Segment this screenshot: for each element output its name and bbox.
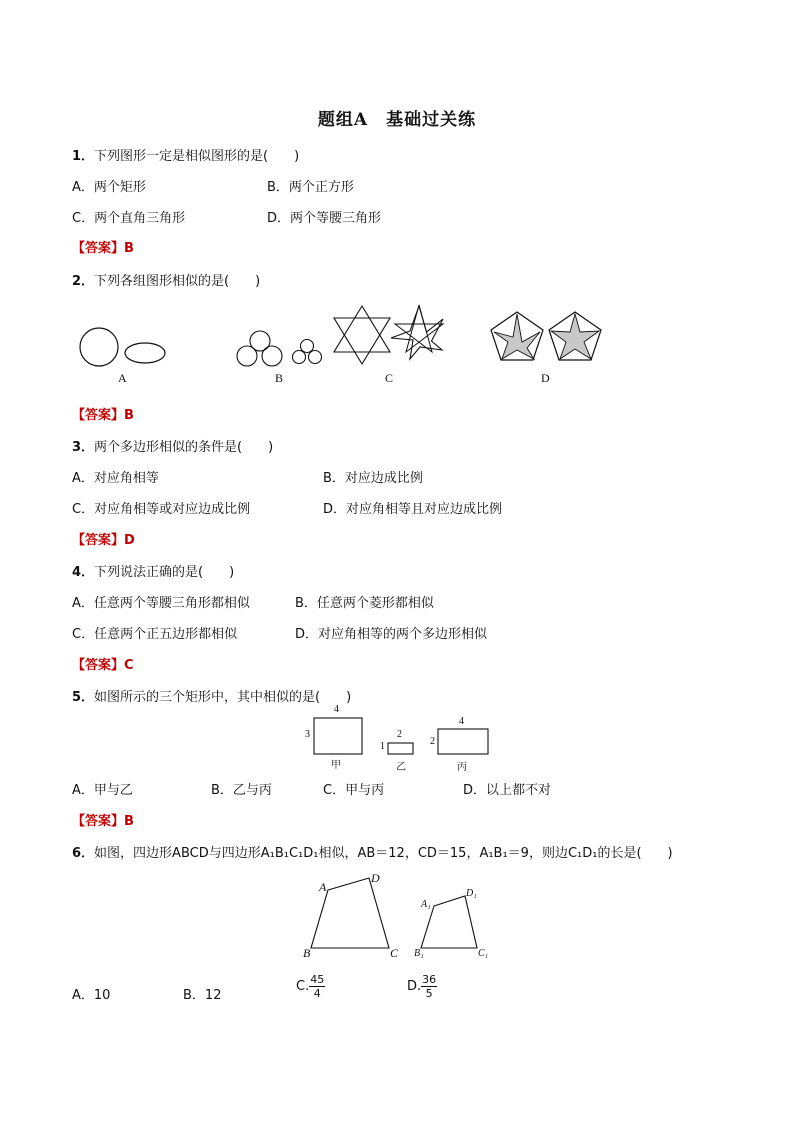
denominator: 5 <box>425 987 433 1000</box>
option-c: C．两个直角三角形 <box>72 211 186 226</box>
figure-c-hexagram <box>334 306 390 364</box>
option-d-fraction <box>421 973 437 1000</box>
option-d: D．以上都不对 <box>463 783 552 798</box>
option-a: A．两个矩形 <box>72 180 146 195</box>
option-d: D．两个等腰三角形 <box>267 211 382 226</box>
option-d-prefix: D. <box>407 979 422 994</box>
numerator: 45 <box>310 973 325 986</box>
answer-label: 【答案】 <box>72 814 125 829</box>
answer-value: C <box>124 658 134 673</box>
option-c <box>296 973 325 1000</box>
question-4 <box>72 561 234 580</box>
rect-bing <box>438 729 488 754</box>
rect-bing-name: 丙 <box>457 762 467 773</box>
figure-d-pentagon-1 <box>491 312 543 360</box>
numerator: 36 <box>422 973 437 986</box>
question-3 <box>72 436 273 455</box>
option-b: B．任意两个菱形都相似 <box>295 596 434 611</box>
answer-value: B <box>124 814 134 829</box>
question-number: 1． <box>72 149 95 164</box>
option-d <box>407 973 437 1000</box>
figure-a-ellipse <box>125 343 165 363</box>
figure-b-large-circles <box>237 331 282 366</box>
caption-a: A <box>118 371 127 385</box>
option-a: A．对应角相等 <box>72 471 159 486</box>
option-a: A．10 <box>72 988 111 1003</box>
option-c-fraction <box>309 973 325 1000</box>
rect-yi-top-label: 2 <box>397 729 402 740</box>
question-text: 如图所示的三个矩形中，其中相似的是( ) <box>94 690 352 705</box>
option-c: C．任意两个正五边形都相似 <box>72 627 238 642</box>
answer-label: 【答案】 <box>72 533 125 548</box>
question-number: 5． <box>72 690 95 705</box>
answer-5 <box>72 810 134 829</box>
answer-2 <box>72 404 134 423</box>
question-text: 如图，四边形ABCD与四边形A₁B₁C₁D₁相似，AB＝12，CD＝15，A₁B₁＝9，则边C₁D₁的长是( ) <box>94 846 673 861</box>
option-c: C．甲与丙 <box>323 783 385 798</box>
figure-d-pentagon-2 <box>549 312 601 360</box>
rect-bing-top-label: 4 <box>459 716 464 727</box>
vertex-c: C <box>390 946 399 960</box>
vertex-d: D <box>371 871 380 885</box>
answer-value: B <box>124 241 134 256</box>
q2-figure <box>70 302 620 370</box>
question-number: 4． <box>72 565 95 580</box>
vertex-b1: B₁ <box>414 948 424 959</box>
answer-3 <box>72 529 135 548</box>
answer-label: 【答案】 <box>72 658 125 673</box>
question-text: 下列各组图形相似的是( ) <box>94 274 261 289</box>
caption-d: D <box>541 371 550 385</box>
option-d: D．对应角相等的两个多边形相似 <box>295 627 488 642</box>
option-a: A．甲与乙 <box>72 783 133 798</box>
question-6 <box>72 842 673 861</box>
rect-yi <box>388 743 413 754</box>
vertex-c1: C₁ <box>478 948 489 959</box>
rect-yi-name: 乙 <box>396 762 406 773</box>
answer-value: B <box>124 408 134 423</box>
rect-jia-side-label: 3 <box>305 729 310 740</box>
rect-bing-side-label: 2 <box>430 736 435 747</box>
question-5 <box>72 686 351 705</box>
question-number: 2． <box>72 274 95 289</box>
option-b: B．两个正方形 <box>267 180 354 195</box>
option-c-prefix: C. <box>296 979 310 994</box>
caption-b: B <box>275 371 284 385</box>
option-b: B．对应边成比例 <box>323 471 423 486</box>
rect-jia-name: 甲 <box>331 760 341 771</box>
answer-1 <box>72 237 134 256</box>
denominator: 4 <box>313 987 321 1000</box>
q6-figure <box>300 868 500 963</box>
question-text: 两个多边形相似的条件是( ) <box>94 440 274 455</box>
page-title: 题组A 基础过关练 <box>317 110 477 130</box>
option-c: C．对应角相等或对应边成比例 <box>72 502 251 517</box>
answer-value: D <box>124 533 135 548</box>
figure-a-circle <box>80 328 118 366</box>
caption-c: C <box>385 371 394 385</box>
answer-4 <box>72 654 134 673</box>
vertex-a: A <box>319 880 327 894</box>
option-d: D．对应角相等且对应边成比例 <box>323 502 503 517</box>
rect-jia-top-label: 4 <box>334 704 339 715</box>
figure-b-small-circles <box>293 340 322 364</box>
question-number: 3． <box>72 440 95 455</box>
answer-label: 【答案】 <box>72 241 125 256</box>
option-b: B．乙与丙 <box>211 783 272 798</box>
question-text: 下列图形一定是相似图形的是( ) <box>94 149 300 164</box>
question-1 <box>72 145 299 164</box>
option-a: A．任意两个等腰三角形都相似 <box>72 596 250 611</box>
question-text: 下列说法正确的是( ) <box>94 565 235 580</box>
vertex-b: B <box>303 946 311 960</box>
answer-label: 【答案】 <box>72 408 125 423</box>
option-b: B．12 <box>183 988 222 1003</box>
rect-jia <box>314 718 362 754</box>
vertex-d1: D₁ <box>466 888 477 899</box>
question-number: 6． <box>72 846 95 861</box>
question-2 <box>72 270 260 289</box>
rect-yi-side-label: 1 <box>380 741 385 752</box>
vertex-a1: A₁ <box>421 899 431 910</box>
